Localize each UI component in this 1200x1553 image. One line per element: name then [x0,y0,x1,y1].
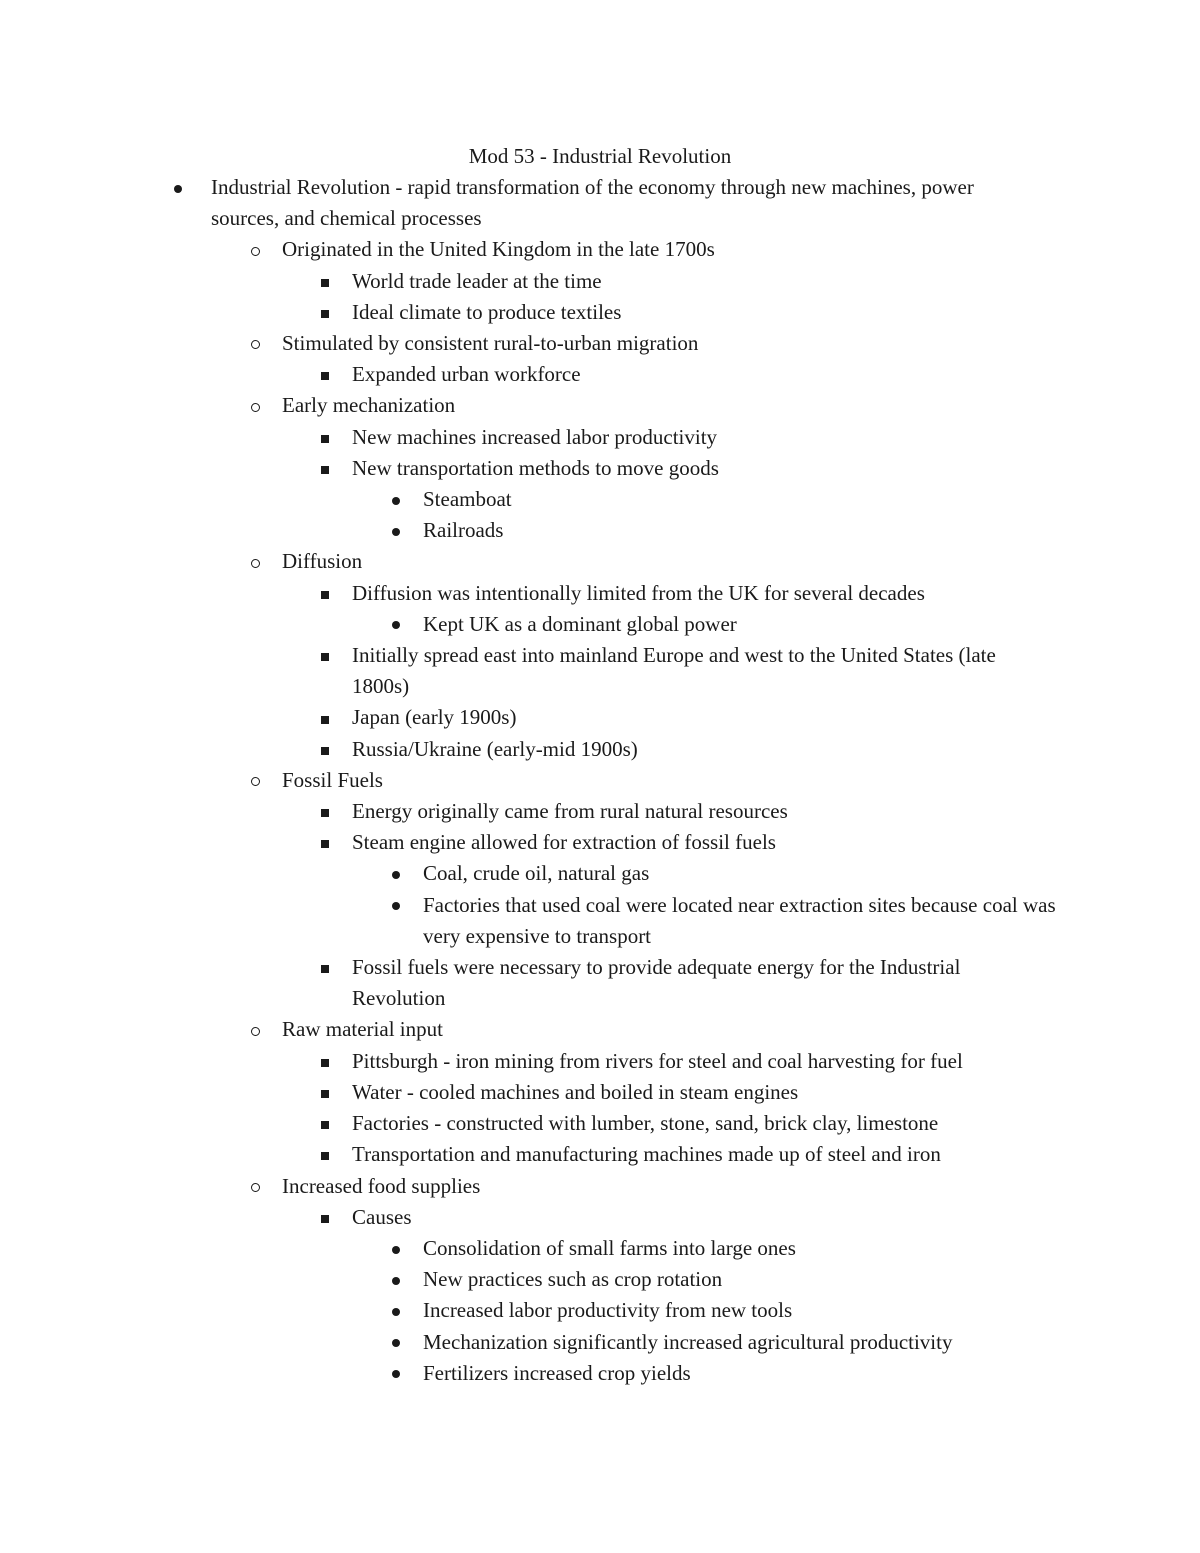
hollow-circle-bullet-icon [248,328,262,359]
outline-item-level-1 [0,172,1200,234]
outline-item-text: Factories that used coal were located near extraction sites because coal was very expensive to transport [423,892,1056,948]
outline-item-text: Expanded urban workforce [352,362,581,387]
hollow-circle-bullet-icon [248,1171,262,1202]
filled-circle-bullet-icon [389,858,403,889]
outline-item-level-2 [0,328,1200,359]
outline-item-level-3 [0,827,1200,858]
outline-item-level-3 [0,422,1200,453]
outline-item-text: Water - cooled machines and boiled in steam engines [352,1079,799,1104]
outline-item-text: New practices such as crop rotation [423,1267,723,1292]
filled-circle-bullet-icon [389,1358,403,1389]
outline-item-text: Fossil Fuels [282,767,383,792]
outline-item-level-4 [0,1327,1200,1358]
hollow-circle-bullet-icon [248,546,262,577]
filled-circle-bullet-icon [171,172,185,203]
outline-item-level-3 [0,640,1200,702]
outline-item-level-4 [0,858,1200,889]
outline-item-text: Coal, crude oil, natural gas [423,861,650,886]
outline-item-level-4 [0,1358,1200,1389]
filled-square-bullet-icon [318,359,332,390]
outline-item-text: Diffusion [282,549,363,574]
outline-item-text: Fossil fuels were necessary to provide adequate energy for the Industrial Revolution [352,955,961,1011]
hollow-circle-bullet-icon [248,390,262,421]
filled-square-bullet-icon [318,640,332,671]
filled-square-bullet-icon [318,578,332,609]
filled-square-bullet-icon [318,734,332,765]
outline-item-level-4 [0,1233,1200,1264]
outline-item-text: Diffusion was intentionally limited from the UK for several decades [352,580,925,605]
hollow-circle-bullet-icon [248,234,262,265]
outline-item-text: Early mechanization [282,393,456,418]
outline-item-text: World trade leader at the time [352,268,602,293]
outline-item-level-3 [0,297,1200,328]
filled-circle-bullet-icon [389,515,403,546]
hollow-circle-bullet-icon [248,1014,262,1045]
outline-item-level-3 [0,1108,1200,1139]
outline-item-level-4 [0,484,1200,515]
outline-item-text: Kept UK as a dominant global power [423,611,737,636]
filled-circle-bullet-icon [389,1233,403,1264]
outline-item-text: Factories - constructed with lumber, stone, sand, brick clay, limestone [352,1111,939,1136]
outline-item-text: Initially spread east into mainland Europe and west to the United States (late 1800s) [352,643,996,699]
outline-item-text: Transportation and manufacturing machines made up of steel and iron [352,1142,941,1167]
outline-item-text: Stimulated by consistent rural-to-urban migration [282,331,699,356]
outline-item-level-3 [0,796,1200,827]
filled-square-bullet-icon [318,297,332,328]
filled-square-bullet-icon [318,827,332,858]
filled-circle-bullet-icon [389,1327,403,1358]
outline-item-text: New transportation methods to move goods [352,455,719,480]
outline-item-text: Japan (early 1900s) [352,705,517,730]
outline-item-text: Steamboat [423,487,512,512]
outline-item-level-3 [0,1046,1200,1077]
notes-outline [0,172,1200,1389]
filled-square-bullet-icon [318,1139,332,1170]
outline-item-level-3 [0,266,1200,297]
filled-circle-bullet-icon [389,609,403,640]
outline-item-text: Energy originally came from rural natural resources [352,799,788,824]
outline-item-level-3 [0,1202,1200,1233]
outline-item-level-3 [0,734,1200,765]
outline-item-text: Russia/Ukraine (early-mid 1900s) [352,736,638,761]
outline-item-text: Increased food supplies [282,1173,481,1198]
outline-item-level-3 [0,359,1200,390]
outline-item-level-2 [0,1014,1200,1045]
outline-item-text: Mechanization significantly increased agricultural productivity [423,1329,953,1354]
outline-item-level-3 [0,702,1200,733]
outline-item-level-2 [0,390,1200,421]
filled-square-bullet-icon [318,1077,332,1108]
page-title: Mod 53 - Industrial Revolution [468,144,732,168]
outline-item-text: New machines increased labor productivity [352,424,718,449]
filled-square-bullet-icon [318,453,332,484]
filled-circle-bullet-icon [389,1295,403,1326]
filled-square-bullet-icon [318,1046,332,1077]
outline-item-level-2 [0,1171,1200,1202]
filled-square-bullet-icon [318,702,332,733]
outline-item-level-4 [0,609,1200,640]
outline-item-level-4 [0,515,1200,546]
outline-item-text: Steam engine allowed for extraction of fossil fuels [352,830,776,855]
outline-item-text: Increased labor productivity from new tools [423,1298,793,1323]
outline-item-text: Pittsburgh - iron mining from rivers for steel and coal harvesting for fuel [352,1048,963,1073]
filled-circle-bullet-icon [389,1264,403,1295]
filled-square-bullet-icon [318,952,332,983]
filled-square-bullet-icon [318,1108,332,1139]
outline-item-text: Railroads [423,518,504,543]
outline-item-text: Fertilizers increased crop yields [423,1360,691,1385]
outline-item-level-2 [0,765,1200,796]
outline-item-level-2 [0,234,1200,265]
outline-item-text: Originated in the United Kingdom in the late 1700s [282,237,715,262]
outline-item-level-4 [0,1295,1200,1326]
filled-circle-bullet-icon [389,890,403,921]
outline-item-text: Raw material input [282,1017,443,1042]
outline-item-level-3 [0,1139,1200,1170]
filled-square-bullet-icon [318,796,332,827]
outline-item-text: Industrial Revolution - rapid transformation of the economy through new machines, power sources, and chemical processes [211,175,974,231]
outline-item-text: Consolidation of small farms into large ones [423,1235,796,1260]
outline-item-text: Ideal climate to produce textiles [352,299,622,324]
outline-item-level-3 [0,578,1200,609]
outline-item-level-4 [0,890,1200,952]
filled-square-bullet-icon [318,422,332,453]
outline-item-level-3 [0,1077,1200,1108]
outline-item-text: Causes [352,1204,412,1229]
outline-item-level-2 [0,546,1200,577]
outline-item-level-4 [0,1264,1200,1295]
hollow-circle-bullet-icon [248,765,262,796]
filled-circle-bullet-icon [389,484,403,515]
filled-square-bullet-icon [318,1202,332,1233]
filled-square-bullet-icon [318,266,332,297]
outline-item-level-3 [0,952,1200,1014]
outline-item-level-3 [0,453,1200,484]
